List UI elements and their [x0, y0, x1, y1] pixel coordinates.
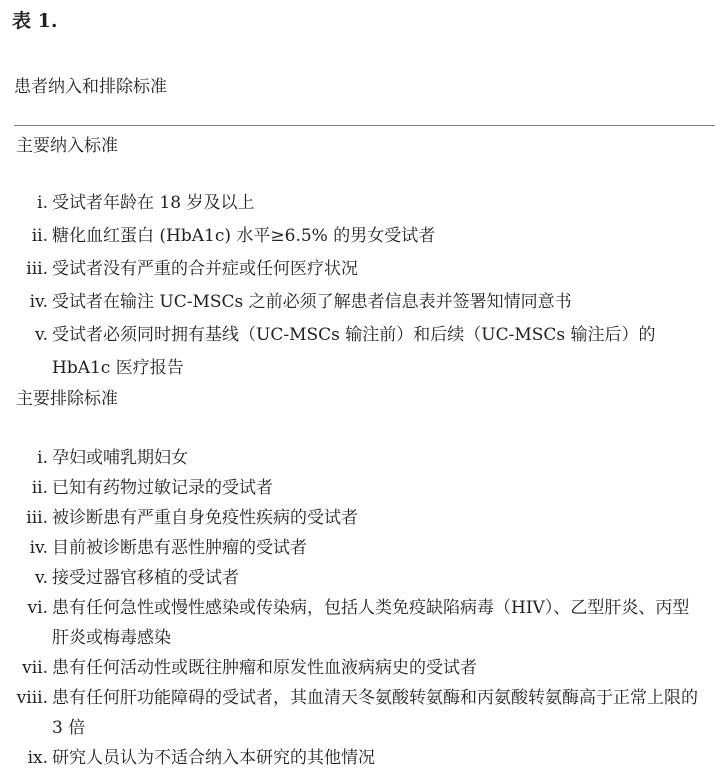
exclusion-item-2: [0, 473, 726, 503]
item-text: 受试者必须同时拥有基线（UC-MSCs 输注前）和后续（UC-MSCs 输注后）的 HbA1c 医疗报告: [52, 324, 656, 378]
item-marker: v.: [35, 324, 48, 345]
item-text: 受试者在输注 UC-MSCs 之前必须了解患者信息表并签署知情同意书: [52, 291, 572, 312]
inclusion-item-3: [0, 253, 726, 286]
item-text: 被诊断患有严重自身免疫性疾病的受试者: [52, 507, 358, 528]
exclusion-item-6: [0, 593, 726, 653]
item-text: 受试者没有严重的合并症或任何医疗状况: [52, 258, 358, 279]
exclusion-list: [0, 443, 726, 773]
item-text: 已知有药物过敏记录的受试者: [52, 477, 273, 498]
exclusion-item-3: [0, 503, 726, 533]
item-text: 目前被诊断患有恶性肿瘤的受试者: [52, 537, 307, 558]
item-marker: ii.: [31, 477, 48, 498]
top-rule: [14, 125, 715, 126]
item-marker: viii.: [16, 687, 48, 708]
item-text: 孕妇或哺乳期妇女: [52, 447, 188, 468]
item-marker: vi.: [27, 597, 48, 618]
exclusion-item-5: [0, 563, 726, 593]
item-marker: ix.: [27, 747, 48, 768]
item-text: 糖化血红蛋白 (HbA1c) 水平≥6.5% 的男女受试者: [52, 225, 436, 246]
item-marker: ii.: [31, 225, 48, 246]
item-text: 患有任何活动性或既往肿瘤和原发性血液病病史的受试者: [52, 657, 477, 678]
table-caption: 患者纳入和排除标准: [14, 76, 167, 97]
exclusion-item-7: [0, 653, 726, 683]
inclusion-heading: 主要纳入标准: [16, 136, 118, 157]
item-marker: iii.: [26, 258, 48, 279]
exclusion-item-1: [0, 443, 726, 473]
item-text: 接受过器官移植的受试者: [52, 567, 239, 588]
item-marker: iii.: [26, 507, 48, 528]
item-text: 患有任何急性或慢性感染或传染病，包括人类免疫缺陷病毒（HIV）、乙型肝炎、丙型肝炎或梅毒感染: [52, 597, 690, 648]
exclusion-heading: 主要排除标准: [16, 388, 118, 409]
table-1-document: [0, 10, 726, 778]
item-text: 受试者年龄在 18 岁及以上: [52, 192, 255, 213]
exclusion-item-8: [0, 683, 726, 743]
item-marker: iv.: [29, 537, 48, 558]
inclusion-item-2: [0, 220, 726, 253]
inclusion-list: [0, 187, 726, 385]
inclusion-item-4: [0, 286, 726, 319]
item-marker: vii.: [22, 657, 48, 678]
item-marker: iv.: [29, 291, 48, 312]
item-marker: i.: [37, 192, 48, 213]
item-text: 患有任何肝功能障碍的受试者，其血清天冬氨酸转氨酶和丙氨酸转氨酶高于正常上限的 3 倍: [52, 687, 698, 738]
exclusion-item-9: [0, 743, 726, 773]
exclusion-item-4: [0, 533, 726, 563]
inclusion-item-1: [0, 187, 726, 220]
item-marker: v.: [35, 567, 48, 588]
item-text: 研究人员认为不适合纳入本研究的其他情况: [52, 747, 375, 768]
inclusion-item-5: [0, 319, 726, 385]
item-marker: i.: [37, 447, 48, 468]
table-label: 表 1.: [12, 10, 58, 32]
